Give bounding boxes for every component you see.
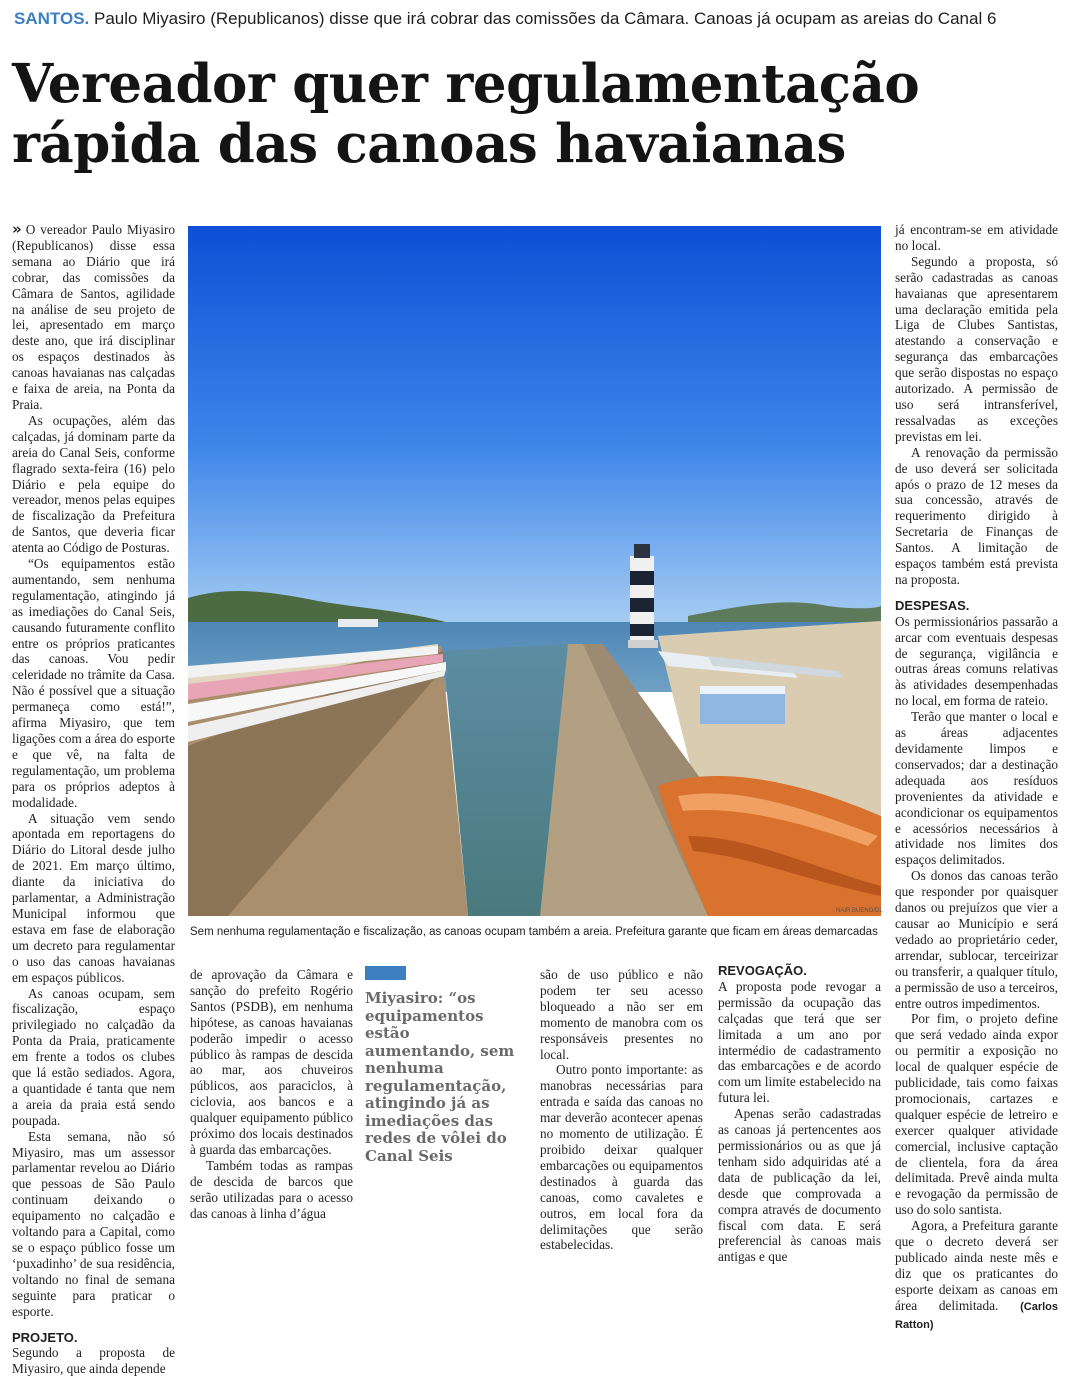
paragraph: Por fim, o projeto define que será vedado ainda expor ou permitir a exposição no local de qualquer espécie de publicidade, tais como faixas promocionais, cartazes e qualquer espécie de letreiro e exercer qualquer atividade comercial, inclusive captação de clientela, fora da área delimitada. Prevê ainda multa e revogação da permissão de uso do solo santista. xyxy=(895,1011,1058,1218)
paragraph: Terão que manter o local e as áreas adjacentes devidamente limpos e conservados; dar a destinação adequada aos resíduos provenientes da atividade e acondicionar os equipamentos e acessórios necessários à atividade nos limites dos espaços delimitados. xyxy=(895,709,1058,868)
paragraph: Esta semana, não só Miyasiro, mas um assessor parlamentar revelou ao Diário que pessoas de São Paulo continuam deixando o equipamento no calçadão e voltando para a Capital, como se o espaço público fosse um ‘puxadinho’ de sua residência, voltando no final de semana seguinte para praticar o esporte. xyxy=(12,1128,175,1319)
article-column-3 xyxy=(540,967,703,1253)
paragraph: Também todas as rampas de descida de barcos que serão utilizadas para o acesso das canoas à linha d’água xyxy=(190,1157,353,1221)
chevron-right-icon: » xyxy=(12,220,22,238)
paragraph: As ocupações, além das calçadas, já dominam parte da areia do Canal Seis, conforme flagrado sexta-feira (16) pelo Diário e pela equipe do vereador, menos pelas equipes de fiscalização da Prefeitura de Santos, que deveria ficar atenta ao Código de Posturas. xyxy=(12,412,175,556)
paragraph: Segundo a proposta, só serão cadastradas as canoas havaianas que apresentarem uma declaração emitida pela Liga de Clubes Santistas, atestando a conservação e segurança das embarcações que serão dispostas no espaço autorizado. A permissão de uso será intransferível, ressalvadas as exceções previstas em lei. xyxy=(895,253,1058,444)
pull-quote: Miyasiro: “os equipamentos estão aumentando, sem nenhuma regulamentação, atingindo já as imediações das redes de vôlei do Canal Seis xyxy=(365,989,515,1165)
headline-line-1: Vereador quer regulamentação xyxy=(12,53,920,115)
paragraph: Segundo a proposta de Miyasiro, que ainda depende xyxy=(12,1345,175,1377)
subheading-revogacao: REVOGAÇÃO. xyxy=(718,963,807,978)
lead-paragraph: » O vereador Paulo Miyasiro (Republicanos) disse essa semana ao Diário que irá cobrar, das comissões da Câmara de Santos, agilidade na análise de seu projeto de lei, apresentado em março deste ano, que irá disciplinar os espaços destinados às canoas havaianas nas calçadas e faixa de areia, na Ponta da Praia. xyxy=(12,220,175,412)
paragraph: A proposta pode revogar a permissão da ocupação das calçadas que terá que ser limitada a um ano por intermédio de cadastramento das embarcações e de acordo com um limite estabelecido na futura lei. xyxy=(718,978,881,1106)
paragraph: A situação vem sendo apontada em reportagens do Diário do Litoral desde julho de 2021. Em março último, diante da iniciativa do parlamentar, a Administração Municipal informou que estava em fase de elaboração um decreto para regulamentar o uso das canoas havaianas em espaços públicos. xyxy=(12,810,175,985)
author-signature: (Carlos Ratton) xyxy=(895,1300,1059,1331)
headline-line-2: rápida das canoas havaianas xyxy=(12,113,846,175)
kicker-text: Paulo Miyasiro (Republicanos) disse que irá cobrar das comissões da Câmara. Canoas já ocupam as areias do Canal 6 xyxy=(94,9,997,28)
paragraph: A renovação da permissão de uso deverá ser solicitada após o prazo de 12 meses da sua concessão, através de requerimento dirigido à Secretaria de Finanças de Santos. A limitação de espaços também está prevista na proposta. xyxy=(895,444,1058,587)
paragraph: Apenas serão cadastradas as canoas já pertencentes aos permissionários ou as que já tenham sido adquiridas até a data de publicação da lei, desde que comprovada a compra através de documento fiscal com data. E será preferencial às canoas mais antigas e que xyxy=(718,1106,881,1265)
kicker-line xyxy=(14,8,1059,30)
subheading-projeto: PROJETO. xyxy=(12,1329,78,1345)
article-column-2 xyxy=(190,967,353,1222)
paragraph: Os permissionários passarão a arcar com eventuais despesas de segurança, vigilância e outras áreas comuns relativas às atividades desempenhadas no local, em forma de rateio. xyxy=(895,613,1058,709)
photo-caption: Sem nenhuma regulamentação e fiscalização, as canoas ocupam também a areia. Prefeitura garante que ficam em áreas demarcadas xyxy=(190,926,878,938)
paragraph: já encontram-se em atividade no local. xyxy=(895,222,1058,253)
article-column-5 xyxy=(895,222,1058,1334)
article-column-4 xyxy=(718,963,881,1265)
section-tag: SANTOS. xyxy=(14,9,90,28)
article-column-1 xyxy=(12,222,175,1377)
paragraph: são de uso público e não podem ter seu acesso bloqueado a não ser em momento de manobra com os responsáveis presentes no local. xyxy=(540,967,703,1062)
paragraph: As canoas ocupam, sem fiscalização, espaço privilegiado no calçadão da Ponta da Praia, praticamente em frente a todos os clubes que lá estão sediados. Agora, a quantidade é tanta que nem a areia da praia está sendo poupada. xyxy=(12,985,175,1128)
headline xyxy=(12,54,1057,174)
pull-quote-bar xyxy=(365,966,406,980)
article-photo xyxy=(188,226,881,916)
paragraph: “Os equipamentos estão aumentando, sem nenhuma regulamentação, atingindo já as imediações do Canal Seis, causando futuramente conflito entre os próprios praticantes das canoas. Vou pedir celeridade no trâmite da Casa. Não é possível que a situação permaneça como está!”, afirma Miyasiro, que tem ligações com a área do esporte e que vê, na falta de regulamentação, um problema para os próprios adeptos à modalidade. xyxy=(12,556,175,810)
paragraph: Outro ponto importante: as manobras necessárias para entrada e saída das canoas no mar deverão acontecer apenas no momento de utilização. É proibido deixar qualquer embarcações ou equipamentos destinados à guarda das canoas, como cavaletes e outros, em local fora da delimitações que serão estabelecidas. xyxy=(540,1062,703,1253)
subheading-despesas: DESPESAS. xyxy=(895,597,970,613)
photo-credit: NAIR BUENO/DL xyxy=(836,908,883,914)
paragraph: de aprovação da Câmara e sanção do prefeito Rogério Santos (PSDB), em nenhuma hipótese, as canoas havaianas poderão impedir o acesso público às rampas de descida ao mar, aos chuveiros públicos, aos paraciclos, à ciclovia, aos bancos e a qualquer equipamento público próximo dos locais destinados à guarda das embarcações. xyxy=(190,967,353,1157)
paragraph: Os donos das canoas terão que responder por quaisquer danos ou prejuízos que vier a causar ao Município e será vedado ao proprietário ceder, arrendar, sublocar, terceirizar ou transferir, a qualquer título, a permissão de uso a terceiros, entre outros impedimentos. xyxy=(895,868,1058,1011)
paragraph: Agora, a Prefeitura garante que o decreto deverá ser publicado ainda neste mês e diz que os praticantes do esporte deixam as canoas em área delimitada. (Carlos Ratton) xyxy=(895,1218,1059,1331)
